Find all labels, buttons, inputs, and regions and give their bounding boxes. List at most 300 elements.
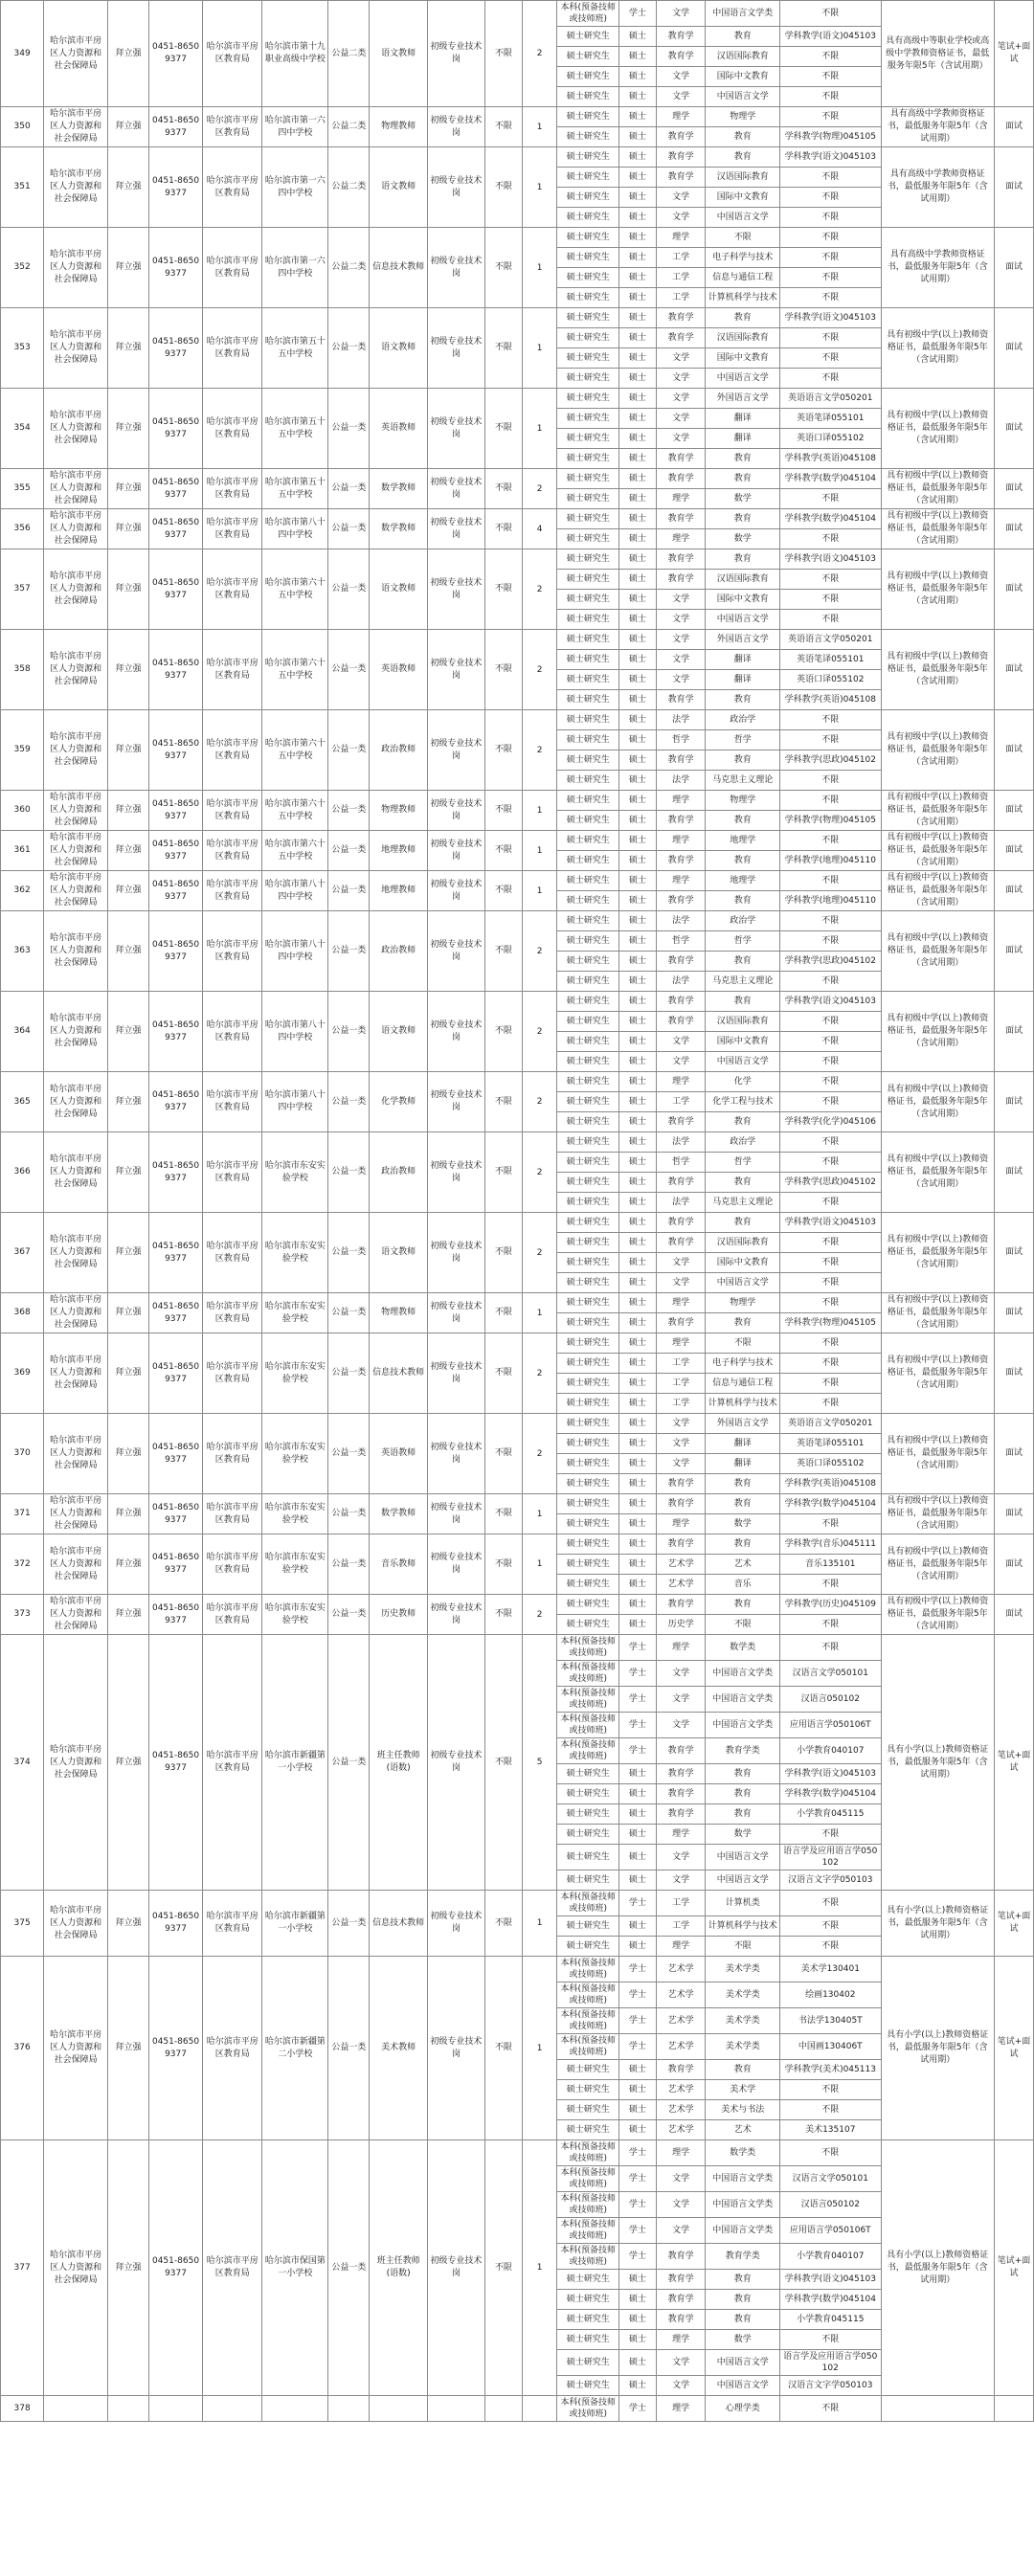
other-requirements: 具有初级中学(以上)教师资格证书，最低服务年限5年（含试用期） bbox=[881, 1333, 994, 1414]
major-category: 美术学类 bbox=[706, 1957, 780, 1982]
degree: 学士 bbox=[619, 1713, 657, 1738]
education-level: 本科(预备技师或技师班) bbox=[557, 2218, 619, 2244]
education-level: 硕士研究生 bbox=[557, 328, 619, 348]
school-name: 哈尔滨市第十九职业高级中学校 bbox=[262, 1, 328, 107]
degree: 硕士 bbox=[619, 1434, 657, 1454]
post-class: 初级专业技术岗 bbox=[427, 1414, 484, 1494]
other-requirements: 具有初级中学(以上)教师资格证书，最低服务年限5年（含试用期） bbox=[881, 549, 994, 630]
degree: 学士 bbox=[619, 1687, 657, 1713]
discipline: 教育学 bbox=[656, 2310, 706, 2330]
education-level: 本科(预备技师或技师班) bbox=[557, 1713, 619, 1738]
education-level: 硕士研究生 bbox=[557, 449, 619, 469]
school-name: 哈尔滨市新疆第一小学校 bbox=[262, 1891, 328, 1957]
specific-major: 不限 bbox=[780, 67, 882, 87]
post-name: 语文教师 bbox=[370, 1, 427, 107]
specific-major: 不限 bbox=[780, 2396, 882, 2422]
education-level: 硕士研究生 bbox=[557, 2100, 619, 2120]
specific-major: 英语笔译055101 bbox=[780, 1434, 882, 1454]
other-requirements: 具有小学(以上)教师资格证书，最低服务年限5年（含试用期） bbox=[881, 1891, 994, 1957]
other-requirements: 具有初级中学(以上)教师资格证书，最低服务年限5年（含试用期） bbox=[881, 911, 994, 992]
degree: 硕士 bbox=[619, 2100, 657, 2120]
degree: 硕士 bbox=[619, 369, 657, 389]
degree: 硕士 bbox=[619, 1354, 657, 1374]
specific-major: 小学教育045115 bbox=[780, 2310, 882, 2330]
age-requirement: 不限 bbox=[485, 992, 523, 1072]
discipline: 文学 bbox=[656, 389, 706, 409]
discipline: 文学 bbox=[656, 2350, 706, 2376]
specific-major: 不限 bbox=[780, 1193, 882, 1213]
unit-category: 公益一类 bbox=[328, 1132, 370, 1213]
major-category: 政治学 bbox=[706, 911, 780, 931]
degree: 硕士 bbox=[619, 1615, 657, 1635]
post-name: 班主任教师(语数) bbox=[370, 2140, 427, 2396]
competent-department: 哈尔滨市平房区教育局 bbox=[203, 1534, 262, 1595]
table-row bbox=[1, 2140, 1034, 2166]
major-category: 教育 bbox=[706, 1784, 780, 1804]
headcount: 1 bbox=[522, 2140, 557, 2396]
specific-major: 汉语言文字学050103 bbox=[780, 1870, 882, 1891]
degree: 学士 bbox=[619, 2166, 657, 2192]
major-category: 翻译 bbox=[706, 1434, 780, 1454]
major-category: 中国语言文学类 bbox=[706, 1661, 780, 1687]
specific-major: 学科教学(思政)045102 bbox=[780, 1173, 882, 1193]
discipline: 教育学 bbox=[656, 27, 706, 47]
specific-major: 学科教学(数学)045104 bbox=[780, 1494, 882, 1514]
post-name: 英语教师 bbox=[370, 389, 427, 469]
discipline: 教育学 bbox=[656, 168, 706, 188]
exam-method: 面试 bbox=[994, 1293, 1033, 1333]
headcount: 2 bbox=[522, 992, 557, 1072]
education-level: 硕士研究生 bbox=[557, 67, 619, 87]
specific-major: 不限 bbox=[780, 328, 882, 348]
table-row bbox=[1, 791, 1034, 811]
exam-method: 面试 bbox=[994, 469, 1033, 509]
post-name: 语文教师 bbox=[370, 147, 427, 228]
discipline: 工学 bbox=[656, 268, 706, 288]
education-level: 本科(预备技师或技师班) bbox=[557, 1738, 619, 1764]
major-category: 教育 bbox=[706, 1313, 780, 1333]
contact-person: 拜立强 bbox=[107, 831, 148, 871]
degree: 硕士 bbox=[619, 1595, 657, 1615]
headcount: 2 bbox=[522, 1333, 557, 1414]
specific-major: 英语语言文学050201 bbox=[780, 389, 882, 409]
major-category: 教育学类 bbox=[706, 2244, 780, 2270]
degree: 硕士 bbox=[619, 1494, 657, 1514]
discipline: 法学 bbox=[656, 911, 706, 931]
school-name: 哈尔滨市第一六四中学校 bbox=[262, 107, 328, 147]
major-category: 教育 bbox=[706, 750, 780, 771]
contact-person: 拜立强 bbox=[107, 2140, 148, 2396]
discipline: 教育学 bbox=[656, 952, 706, 972]
specific-major: 音乐135101 bbox=[780, 1555, 882, 1575]
discipline: 哲学 bbox=[656, 1153, 706, 1173]
specific-major: 不限 bbox=[780, 1635, 882, 1661]
specific-major: 学科教学(语文)045103 bbox=[780, 147, 882, 168]
degree: 硕士 bbox=[619, 288, 657, 308]
post-class: 初级专业技术岗 bbox=[427, 1, 484, 107]
education-level: 硕士研究生 bbox=[557, 972, 619, 992]
recruiting-unit: 哈尔滨市平房区人力资源和社会保障局 bbox=[44, 1595, 108, 1635]
degree: 硕士 bbox=[619, 1092, 657, 1112]
specific-major: 不限 bbox=[780, 529, 882, 549]
degree: 硕士 bbox=[619, 1374, 657, 1394]
degree: 学士 bbox=[619, 1738, 657, 1764]
specific-major: 英语语言文学050201 bbox=[780, 630, 882, 650]
education-level: 硕士研究生 bbox=[557, 268, 619, 288]
exam-method: 面试 bbox=[994, 147, 1033, 228]
education-level: 硕士研究生 bbox=[557, 1012, 619, 1032]
post-class bbox=[427, 2396, 484, 2422]
major-category: 电子科学与技术 bbox=[706, 1354, 780, 1374]
degree: 硕士 bbox=[619, 1414, 657, 1434]
education-level: 硕士研究生 bbox=[557, 1394, 619, 1414]
contact-person: 拜立强 bbox=[107, 1635, 148, 1891]
degree: 硕士 bbox=[619, 1870, 657, 1891]
education-level: 硕士研究生 bbox=[557, 1072, 619, 1092]
specific-major: 英语笔译055101 bbox=[780, 650, 882, 670]
post-class: 初级专业技术岗 bbox=[427, 1891, 484, 1957]
major-category: 化学 bbox=[706, 1072, 780, 1092]
major-category: 数学 bbox=[706, 489, 780, 509]
discipline: 艺术学 bbox=[656, 1982, 706, 2008]
major-category: 数学 bbox=[706, 2330, 780, 2350]
specific-major: 学科教学(物理)045105 bbox=[780, 811, 882, 831]
post-name: 数学教师 bbox=[370, 509, 427, 549]
exam-method: 面试 bbox=[994, 509, 1033, 549]
major-category: 教育 bbox=[706, 1213, 780, 1233]
table-row bbox=[1, 308, 1034, 328]
degree: 硕士 bbox=[619, 871, 657, 891]
specific-major: 学科教学(语文)045103 bbox=[780, 308, 882, 328]
discipline: 文学 bbox=[656, 208, 706, 228]
exam-method: 面试 bbox=[994, 1213, 1033, 1293]
degree: 硕士 bbox=[619, 570, 657, 590]
education-level: 硕士研究生 bbox=[557, 750, 619, 771]
education-level: 硕士研究生 bbox=[557, 570, 619, 590]
education-level: 硕士研究生 bbox=[557, 348, 619, 369]
discipline: 教育学 bbox=[656, 690, 706, 710]
degree: 硕士 bbox=[619, 1937, 657, 1957]
post-number: 364 bbox=[1, 992, 44, 1072]
discipline: 文学 bbox=[656, 67, 706, 87]
specific-major: 不限 bbox=[780, 1333, 882, 1354]
education-level: 硕士研究生 bbox=[557, 590, 619, 610]
specific-major: 不限 bbox=[780, 1012, 882, 1032]
major-category: 美术与书法 bbox=[706, 2100, 780, 2120]
specific-major: 学科教学(物理)045105 bbox=[780, 1313, 882, 1333]
major-category: 教育 bbox=[706, 308, 780, 328]
education-level: 硕士研究生 bbox=[557, 710, 619, 730]
discipline: 文学 bbox=[656, 2376, 706, 2396]
discipline: 理学 bbox=[656, 529, 706, 549]
recruiting-unit: 哈尔滨市平房区人力资源和社会保障局 bbox=[44, 1132, 108, 1213]
degree: 硕士 bbox=[619, 1555, 657, 1575]
recruiting-unit bbox=[44, 2396, 108, 2422]
headcount: 2 bbox=[522, 1595, 557, 1635]
specific-major: 不限 bbox=[780, 2080, 882, 2100]
degree: 硕士 bbox=[619, 1514, 657, 1534]
education-level: 本科(预备技师或技师班) bbox=[557, 1891, 619, 1916]
major-category: 教育 bbox=[706, 690, 780, 710]
post-class: 初级专业技术岗 bbox=[427, 1293, 484, 1333]
contact-phone: 0451-86509377 bbox=[149, 2140, 203, 2396]
education-level: 硕士研究生 bbox=[557, 2350, 619, 2376]
major-category: 教育 bbox=[706, 891, 780, 911]
discipline: 文学 bbox=[656, 1661, 706, 1687]
post-name: 语文教师 bbox=[370, 992, 427, 1072]
discipline: 文学 bbox=[656, 87, 706, 107]
education-level: 硕士研究生 bbox=[557, 1555, 619, 1575]
degree: 硕士 bbox=[619, 47, 657, 67]
recruiting-unit: 哈尔滨市平房区人力资源和社会保障局 bbox=[44, 549, 108, 630]
discipline: 文学 bbox=[656, 409, 706, 429]
degree: 硕士 bbox=[619, 228, 657, 248]
post-name: 化学教师 bbox=[370, 1072, 427, 1132]
age-requirement: 不限 bbox=[485, 1132, 523, 1213]
table-row bbox=[1, 992, 1034, 1012]
unit-category: 公益一类 bbox=[328, 1293, 370, 1333]
degree: 学士 bbox=[619, 1, 657, 27]
post-name: 信息技术教师 bbox=[370, 1333, 427, 1414]
degree: 硕士 bbox=[619, 409, 657, 429]
education-level: 硕士研究生 bbox=[557, 288, 619, 308]
post-number: 368 bbox=[1, 1293, 44, 1333]
discipline: 文学 bbox=[656, 369, 706, 389]
major-category: 马克思主义理论 bbox=[706, 1193, 780, 1213]
post-name: 美术教师 bbox=[370, 1957, 427, 2140]
headcount: 2 bbox=[522, 1072, 557, 1132]
major-category: 美术学类 bbox=[706, 2008, 780, 2034]
major-category: 计算机科学与技术 bbox=[706, 288, 780, 308]
age-requirement: 不限 bbox=[485, 1494, 523, 1534]
recruiting-unit: 哈尔滨市平房区人力资源和社会保障局 bbox=[44, 1333, 108, 1414]
unit-category: 公益一类 bbox=[328, 509, 370, 549]
school-name bbox=[262, 2396, 328, 2422]
degree: 硕士 bbox=[619, 489, 657, 509]
unit-category: 公益二类 bbox=[328, 228, 370, 308]
competent-department: 哈尔滨市平房区教育局 bbox=[203, 1213, 262, 1293]
other-requirements: 具有初级中学(以上)教师资格证书，最低服务年限5年（含试用期） bbox=[881, 871, 994, 911]
discipline: 理学 bbox=[656, 2140, 706, 2166]
major-category: 美术学 bbox=[706, 2080, 780, 2100]
post-name: 数学教师 bbox=[370, 469, 427, 509]
discipline: 理学 bbox=[656, 831, 706, 851]
discipline: 教育学 bbox=[656, 469, 706, 489]
other-requirements: 具有小学(以上)教师资格证书，最低服务年限5年（含试用期） bbox=[881, 1635, 994, 1891]
education-level: 硕士研究生 bbox=[557, 1474, 619, 1494]
table-row bbox=[1, 1595, 1034, 1615]
education-level: 硕士研究生 bbox=[557, 429, 619, 449]
major-category: 翻译 bbox=[706, 429, 780, 449]
recruiting-unit: 哈尔滨市平房区人力资源和社会保障局 bbox=[44, 992, 108, 1072]
school-name: 哈尔滨市东安实验学校 bbox=[262, 1414, 328, 1494]
headcount: 1 bbox=[522, 1293, 557, 1333]
discipline: 教育学 bbox=[656, 449, 706, 469]
other-requirements: 具有高级中学教师资格证书，最低服务年限5年（含试用期） bbox=[881, 228, 994, 308]
contact-phone: 0451-86509377 bbox=[149, 630, 203, 710]
contact-person: 拜立强 bbox=[107, 1293, 148, 1333]
degree: 硕士 bbox=[619, 529, 657, 549]
degree: 硕士 bbox=[619, 750, 657, 771]
degree: 硕士 bbox=[619, 107, 657, 127]
post-class: 初级专业技术岗 bbox=[427, 1635, 484, 1891]
table-row bbox=[1, 469, 1034, 489]
specific-major: 美术学130401 bbox=[780, 1957, 882, 1982]
major-category: 外国语言文学 bbox=[706, 1414, 780, 1434]
contact-person: 拜立强 bbox=[107, 389, 148, 469]
discipline: 教育学 bbox=[656, 1012, 706, 1032]
specific-major: 不限 bbox=[780, 590, 882, 610]
education-level: 硕士研究生 bbox=[557, 1213, 619, 1233]
post-class: 初级专业技术岗 bbox=[427, 1072, 484, 1132]
specific-major: 学科教学(语文)045103 bbox=[780, 27, 882, 47]
discipline: 理学 bbox=[656, 791, 706, 811]
degree: 硕士 bbox=[619, 1032, 657, 1052]
post-number: 361 bbox=[1, 831, 44, 871]
post-number: 349 bbox=[1, 1, 44, 107]
degree: 硕士 bbox=[619, 1825, 657, 1845]
discipline: 文学 bbox=[656, 590, 706, 610]
degree: 硕士 bbox=[619, 1534, 657, 1555]
exam-method: 面试 bbox=[994, 831, 1033, 871]
post-class: 初级专业技术岗 bbox=[427, 1213, 484, 1293]
discipline: 文学 bbox=[656, 1434, 706, 1454]
education-level: 硕士研究生 bbox=[557, 811, 619, 831]
contact-person: 拜立强 bbox=[107, 509, 148, 549]
contact-phone: 0451-86509377 bbox=[149, 509, 203, 549]
contact-phone: 0451-86509377 bbox=[149, 1072, 203, 1132]
specific-major: 学科教学(英语)045108 bbox=[780, 449, 882, 469]
specific-major: 不限 bbox=[780, 570, 882, 590]
specific-major: 学科教学(美术)045113 bbox=[780, 2060, 882, 2080]
education-level: 本科(预备技师或技师班) bbox=[557, 2008, 619, 2034]
contact-person: 拜立强 bbox=[107, 1213, 148, 1293]
table-row bbox=[1, 1333, 1034, 1354]
degree: 硕士 bbox=[619, 87, 657, 107]
exam-method: 面试 bbox=[994, 992, 1033, 1072]
competent-department: 哈尔滨市平房区教育局 bbox=[203, 147, 262, 228]
exam-method: 面试 bbox=[994, 107, 1033, 147]
unit-category: 公益二类 bbox=[328, 1, 370, 107]
headcount: 1 bbox=[522, 147, 557, 228]
unit-category: 公益一类 bbox=[328, 791, 370, 831]
other-requirements: 具有高级中等职业学校或高级中学教师资格证书，最低服务年限5年（含试用期） bbox=[881, 1, 994, 107]
education-level: 硕士研究生 bbox=[557, 87, 619, 107]
post-class: 初级专业技术岗 bbox=[427, 308, 484, 389]
other-requirements: 具有初级中学(以上)教师资格证书，最低服务年限5年（含试用期） bbox=[881, 1132, 994, 1213]
major-category: 教育 bbox=[706, 2060, 780, 2080]
major-category: 国际中文教育 bbox=[706, 67, 780, 87]
degree: 硕士 bbox=[619, 127, 657, 147]
education-level: 本科(预备技师或技师班) bbox=[557, 1957, 619, 1982]
specific-major: 学科教学(音乐)045111 bbox=[780, 1534, 882, 1555]
post-number: 373 bbox=[1, 1595, 44, 1635]
specific-major: 小学教育045115 bbox=[780, 1804, 882, 1825]
education-level: 硕士研究生 bbox=[557, 127, 619, 147]
degree: 学士 bbox=[619, 2140, 657, 2166]
post-class: 初级专业技术岗 bbox=[427, 107, 484, 147]
post-number: 351 bbox=[1, 147, 44, 228]
education-level: 硕士研究生 bbox=[557, 2120, 619, 2140]
contact-phone: 0451-86509377 bbox=[149, 1, 203, 107]
post-number: 354 bbox=[1, 389, 44, 469]
major-category: 中国语言文学 bbox=[706, 610, 780, 630]
unit-category: 公益二类 bbox=[328, 107, 370, 147]
competent-department: 哈尔滨市平房区教育局 bbox=[203, 710, 262, 791]
headcount: 2 bbox=[522, 549, 557, 630]
contact-person: 拜立强 bbox=[107, 1132, 148, 1213]
specific-major: 应用语言学050106T bbox=[780, 2218, 882, 2244]
unit-category: 公益一类 bbox=[328, 389, 370, 469]
post-name: 音乐教师 bbox=[370, 1534, 427, 1595]
contact-person: 拜立强 bbox=[107, 308, 148, 389]
unit-category: 公益一类 bbox=[328, 992, 370, 1072]
competent-department: 哈尔滨市平房区教育局 bbox=[203, 308, 262, 389]
discipline: 文学 bbox=[656, 2218, 706, 2244]
school-name: 哈尔滨市第六十五中学校 bbox=[262, 549, 328, 630]
major-category: 教育 bbox=[706, 2290, 780, 2310]
major-category: 中国语言文学 bbox=[706, 1273, 780, 1293]
contact-person: 拜立强 bbox=[107, 1072, 148, 1132]
major-category: 心理学类 bbox=[706, 2396, 780, 2422]
other-requirements: 具有高级中学教师资格证书，最低服务年限5年（含试用期） bbox=[881, 107, 994, 147]
major-category: 外国语言文学 bbox=[706, 389, 780, 409]
table-row bbox=[1, 1, 1034, 27]
discipline: 艺术学 bbox=[656, 2100, 706, 2120]
major-category: 哲学 bbox=[706, 1153, 780, 1173]
school-name: 哈尔滨市保国第一小学校 bbox=[262, 2140, 328, 2396]
contact-phone: 0451-86509377 bbox=[149, 1635, 203, 1891]
age-requirement: 不限 bbox=[485, 1414, 523, 1494]
major-category: 翻译 bbox=[706, 650, 780, 670]
school-name: 哈尔滨市第八十四中学校 bbox=[262, 1072, 328, 1132]
competent-department: 哈尔滨市平房区教育局 bbox=[203, 871, 262, 911]
major-category: 电子科学与技术 bbox=[706, 248, 780, 268]
specific-major: 书法学130405T bbox=[780, 2008, 882, 2034]
school-name: 哈尔滨市第一六四中学校 bbox=[262, 228, 328, 308]
other-requirements: 具有初级中学(以上)教师资格证书，最低服务年限5年（含试用期） bbox=[881, 1293, 994, 1333]
headcount: 1 bbox=[522, 871, 557, 911]
exam-method: 面试 bbox=[994, 1414, 1033, 1494]
major-category: 数学类 bbox=[706, 1635, 780, 1661]
education-level: 硕士研究生 bbox=[557, 1193, 619, 1213]
competent-department: 哈尔滨市平房区教育局 bbox=[203, 509, 262, 549]
education-level: 硕士研究生 bbox=[557, 1534, 619, 1555]
exam-method: 面试 bbox=[994, 1595, 1033, 1635]
degree: 硕士 bbox=[619, 630, 657, 650]
exam-method: 面试 bbox=[994, 1494, 1033, 1534]
contact-person: 拜立强 bbox=[107, 1891, 148, 1957]
major-category: 教育 bbox=[706, 1112, 780, 1132]
degree: 硕士 bbox=[619, 1153, 657, 1173]
education-level: 硕士研究生 bbox=[557, 248, 619, 268]
post-class: 初级专业技术岗 bbox=[427, 831, 484, 871]
degree: 硕士 bbox=[619, 2060, 657, 2080]
contact-phone: 0451-86509377 bbox=[149, 710, 203, 791]
competent-department: 哈尔滨市平房区教育局 bbox=[203, 1595, 262, 1635]
headcount: 2 bbox=[522, 1132, 557, 1213]
exam-method: 笔试+面试 bbox=[994, 1635, 1033, 1891]
exam-method: 面试 bbox=[994, 710, 1033, 791]
unit-category: 公益一类 bbox=[328, 2140, 370, 2396]
education-level: 硕士研究生 bbox=[557, 771, 619, 791]
discipline: 艺术学 bbox=[656, 1555, 706, 1575]
unit-category: 公益二类 bbox=[328, 147, 370, 228]
age-requirement: 不限 bbox=[485, 509, 523, 549]
table-row bbox=[1, 1293, 1034, 1313]
specific-major: 不限 bbox=[780, 87, 882, 107]
contact-phone bbox=[149, 2396, 203, 2422]
